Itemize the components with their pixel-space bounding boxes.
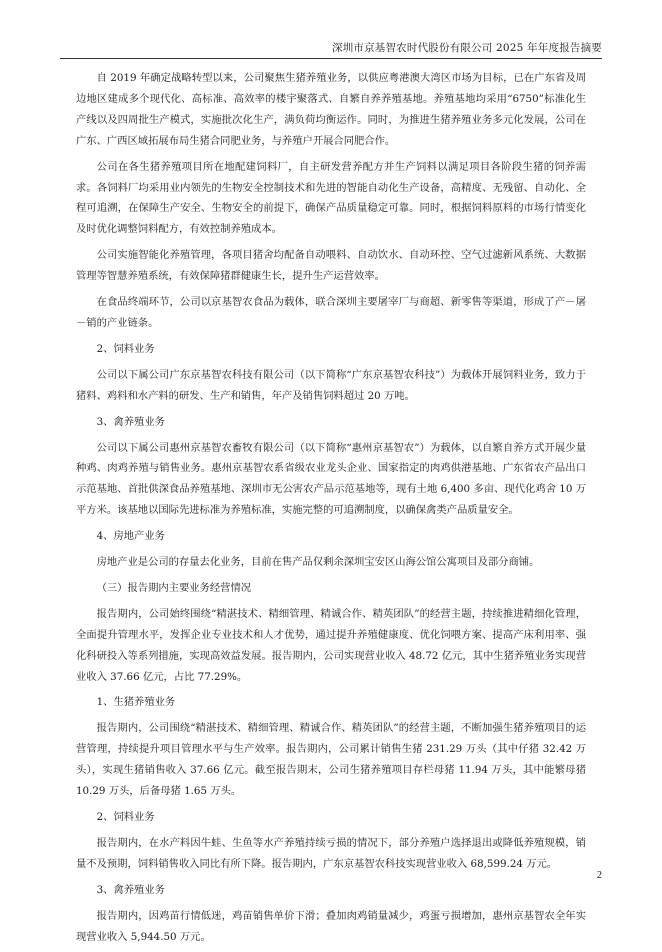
body-paragraph: 报告期内，公司围绕“精湛技术、精细管理、精诚合作、精英团队”的经营主题，不断加强生猪养殖项目的运营管理，持续提升项目管理水平与生产效率。报告期内，公司累计销售生猪 231.29 万头（其中仔猪 32.42 万头），实现生猪销售收入 37.66 亿元。截至报告期末，公司生猪养殖项目存栏母猪 11.94 万头，其中能繁母猪 10.29 万头，后备母猪 1.65 万头。	[76, 722, 586, 798]
body-paragraph: 公司以下属公司惠州京基智农畜牧有限公司（以下简称“惠州京基智农”）为载体，以自繁自养方式开展少量种鸡、肉鸡养殖与销售业务。惠州京基智农系省级农业龙头企业、国家指定的肉鸡供港基地、广东省农产品出口示范基地、首批供深食品养殖基地、深圳市无公害农产品示范基地等，现有土地 6,400 多亩、现代化鸡舍 10 万平方米。该基地以国际先进标准为养殖标准，实施完整的可追溯制度，以确保禽类产品质量安全。	[76, 441, 586, 517]
document-body	[76, 68, 586, 952]
body-paragraph: 公司实施智能化养殖管理，各项目猪舍均配备自动喂料、自动饮水、自动环控、空气过滤新风系统、大数据管理等智慧养殖系统，有效保障猪群健康生长，提升生产运营效率。	[76, 249, 586, 283]
page-header	[60, 38, 602, 59]
body-paragraph: 公司以下属公司广东京基智农科技有限公司（以下简称“广东京基智农科技”）为载体开展饲料业务，致力于猪料、鸡料和水产料的研发、生产和销售，年产及销售饲料超过 20 万吨。	[76, 368, 586, 402]
body-paragraph: 报告期内，公司始终围绕“精湛技术、精细管理、精诚合作、精英团队”的经营主题，持续推进精细化管理，全面提升管理水平，发挥企业专业技术和人才优势，通过提升养殖健康度、优化饲喂方案、提高产床利用率、强化科研投入等系列措施，实现高效益发展。报告期内，公司实现营业收入 48.72 亿元，其中生猪养殖业务实现营业收入 37.66 亿元，占比 77.29%。	[76, 607, 586, 683]
section-heading: 3、禽养殖业务	[96, 883, 165, 896]
body-paragraph: 自 2019 年确定战略转型以来，公司聚焦生猪养殖业务，以供应粤港澳大湾区市场为目标，已在广东省及周边地区建成多个现代化、高标准、高效率的楼宇聚落式、自繁自养养殖基地。养殖基地均采用“6750”标准化生产线以及四周批生产模式，实施批次化生产，满负荷均衡运作。同时，为推进生猪养殖业务多元化发展，公司在广东、广西区域拓展布局生猪合同肥业务，与养殖户开展合同肥合作。	[76, 72, 586, 147]
body-paragraph: 报告期内，在水产料因牛蛙、生鱼等水产养殖持续亏损的情况下，部分养殖户选择退出或降低养殖规模，销量不及预期，饲料销售收入同比有所下降。报告期内，广东京基智农科技实现营业收入 68,599.24 万元。	[76, 836, 586, 870]
section-heading: 3、禽养殖业务	[96, 415, 165, 428]
report-title: 深圳市京基智农时代股份有限公司 2025 年年度报告摘要	[332, 42, 602, 54]
section-heading: 1、生猪养殖业务	[96, 696, 176, 709]
section-heading: 2、饲料业务	[96, 342, 155, 355]
section-heading: 2、饲料业务	[96, 811, 155, 823]
section-heading: （三）报告期内主要业务经营情况	[96, 581, 252, 594]
body-paragraph: 在食品终端环节，公司以京基智农食品为载体，联合深圳主要屠宰厂与商超、新零售等渠道，形成了产－屠－销的产业链条。	[76, 296, 586, 329]
body-paragraph: 房地产业是公司的存量去化业务，目前在售产品仅剩余深圳宝安区山海公馆公寓项目及部分商铺。	[96, 556, 540, 569]
page-number: 2	[596, 870, 602, 881]
body-paragraph: 报告期内，因鸡苗行情低迷，鸡苗销售单价下滑；叠加肉鸡销量减少，鸡蛋亏损增加，惠州京基智农全年实现营业收入 5,944.50 万元。	[76, 909, 586, 943]
section-heading: 4、房地产业务	[96, 530, 165, 543]
body-paragraph: 公司在各生猪养殖项目所在地配建饲料厂，自主研发营养配方并生产饲料以满足项目各阶段生猪的饲养需求。各饲料厂均采用业内领先的生物安全控制技术和先进的智能自动化生产设备，高精度、无残留、自动化、全程可追溯，在保障生产安全、生物安全的前提下，确保产品质量稳定可靠。同时，根据饲料原料的市场行情变化及时优化调整饲料配方，有效控制养殖成本。	[76, 160, 586, 236]
